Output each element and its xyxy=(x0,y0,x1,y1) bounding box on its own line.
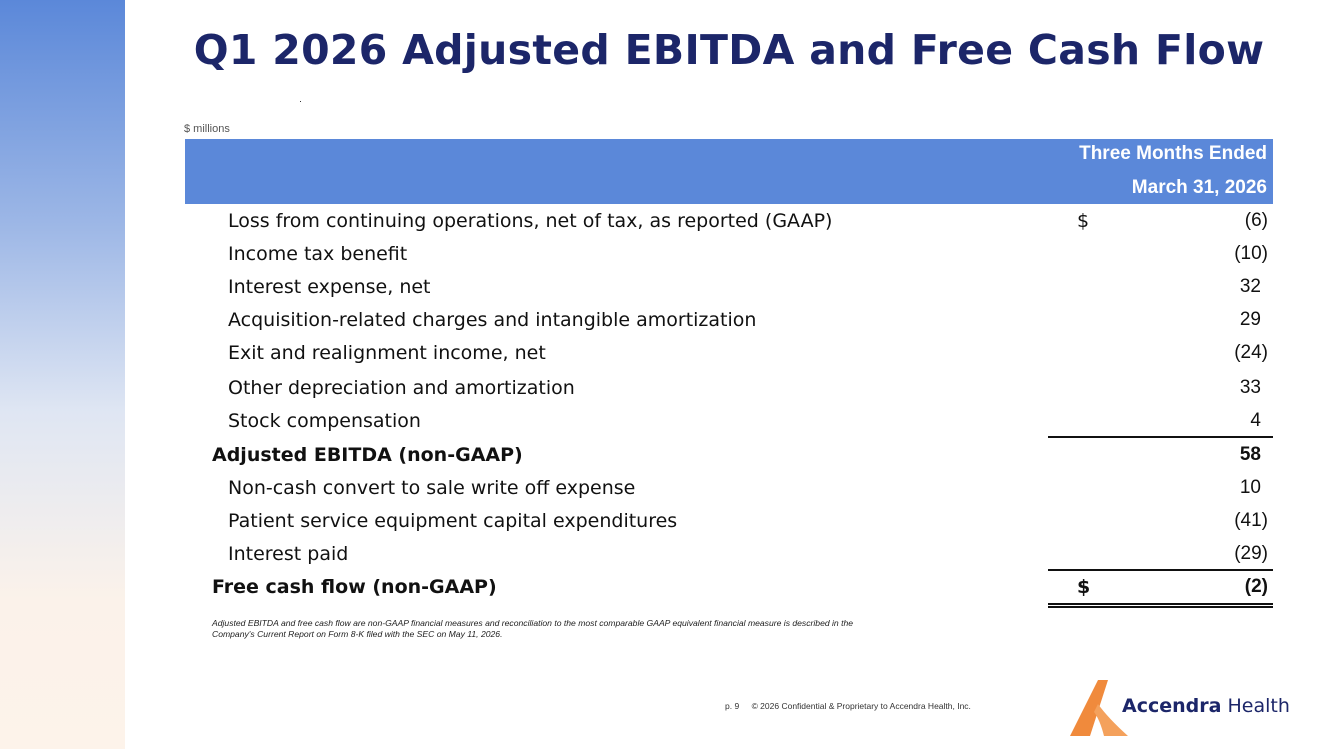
table-row xyxy=(0,205,1333,238)
slide-title: Q1 2026 Adjusted EBITDA and Free Cash Flow xyxy=(193,26,1265,74)
row-label: Stock compensation xyxy=(228,410,421,432)
table-row xyxy=(0,304,1333,337)
row-label: Interest paid xyxy=(228,543,349,565)
row-value: (10) xyxy=(1234,243,1268,264)
table-row xyxy=(0,337,1333,370)
table-row xyxy=(0,271,1333,304)
accendra-mountain-logo-icon xyxy=(1068,678,1130,738)
table-row xyxy=(0,472,1333,505)
row-value: (24) xyxy=(1234,342,1268,363)
table-row xyxy=(0,538,1333,571)
row-label: Free cash flow (non-GAAP) xyxy=(212,576,497,598)
period-header-line2: March 31, 2026 xyxy=(1131,177,1267,198)
row-label: Adjusted EBITDA (non-GAAP) xyxy=(212,444,523,466)
brand-light: Health xyxy=(1221,695,1290,717)
table-row xyxy=(0,405,1333,438)
brand-bold: Accendra xyxy=(1122,695,1222,717)
double-underline-bottom xyxy=(1048,606,1273,608)
page-number: p. 9 xyxy=(725,701,740,711)
row-label: Acquisition-related charges and intangible amortization xyxy=(228,309,757,331)
row-label: Other depreciation and amortization xyxy=(228,377,575,399)
table-row xyxy=(0,505,1333,538)
slide-footer xyxy=(725,701,971,711)
table-row xyxy=(0,238,1333,271)
row-value: 58 xyxy=(1239,444,1261,465)
double-underline-top xyxy=(1048,603,1273,605)
row-value: 32 xyxy=(1239,276,1261,297)
table-row xyxy=(0,372,1333,405)
footnote: Adjusted EBITDA and free cash flow are non-GAAP financial measures and reconciliation to the most comparable GAAP equivalent financial measure is described in the Company's Current Report on Form 8-K filed with the SEC on May 11, 2026. xyxy=(212,618,854,639)
currency-symbol: $ xyxy=(1077,576,1091,598)
brand-name xyxy=(1122,695,1290,717)
row-value: (2) xyxy=(1244,576,1268,597)
period-header-line1: Three Months Ended xyxy=(1079,143,1267,164)
row-value: 33 xyxy=(1239,377,1261,398)
total-row xyxy=(0,571,1333,604)
row-value: (29) xyxy=(1234,543,1268,564)
row-value: 4 xyxy=(1250,410,1261,431)
table-header-band xyxy=(185,139,1273,204)
units-label: $ millions xyxy=(184,123,230,135)
row-value: 29 xyxy=(1239,309,1261,330)
row-label: Non-cash convert to sale write off expense xyxy=(228,477,636,499)
copyright-text: © 2026 Confidential & Proprietary to Accendra Health, Inc. xyxy=(751,701,971,711)
currency-symbol: $ xyxy=(1077,210,1090,232)
subtotal-rule xyxy=(1048,436,1273,438)
subtotal-row xyxy=(0,439,1333,472)
row-value: (41) xyxy=(1234,510,1268,531)
row-value: 10 xyxy=(1239,477,1261,498)
row-label: Interest expense, net xyxy=(228,276,431,298)
row-label: Income tax benefit xyxy=(228,243,408,265)
row-label: Loss from continuing operations, net of tax, as reported (GAAP) xyxy=(228,210,833,232)
row-label: Patient service equipment capital expenditures xyxy=(228,510,678,532)
company-logo xyxy=(1068,678,1288,738)
row-value: (6) xyxy=(1244,210,1268,231)
row-label: Exit and realignment income, net xyxy=(228,342,546,364)
stray-dot xyxy=(300,101,301,102)
